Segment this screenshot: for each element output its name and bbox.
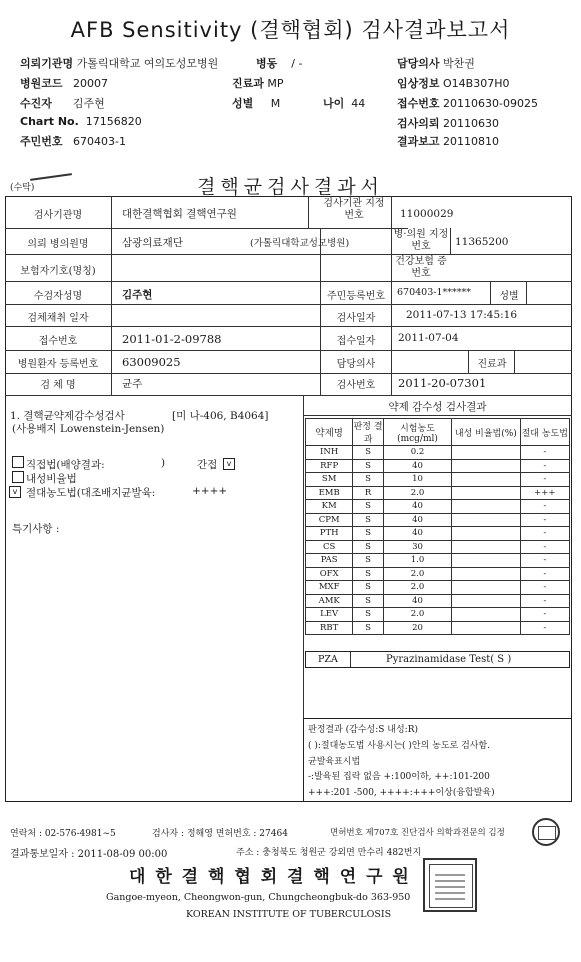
drug-ratio <box>452 500 520 514</box>
drug-name: LEV <box>306 608 353 622</box>
drug-conc: 2.0 <box>383 567 451 581</box>
direct-checkbox <box>12 456 24 468</box>
drug-result: S <box>353 554 384 568</box>
footer-notify-date: 결과통보일자 : 2011-08-09 00:00 <box>10 849 168 860</box>
patient-reg-label: 병원환자 등록번호 <box>17 359 99 370</box>
pza-value: Pyrazinamidase Test( S ) <box>386 654 512 665</box>
ratio-label: 내성비율법 <box>26 473 77 485</box>
result-title: 약제 감수성 검사결과 <box>388 401 487 413</box>
col-ratio: 내성 비율법(%) <box>452 419 520 446</box>
header-patient-name: 수진자 김주현 <box>20 97 105 110</box>
indirect-label: 간접 <box>197 459 218 471</box>
drug-row <box>306 446 570 460</box>
institute-korean: 대 한 결 핵 협 회 결 핵 연 구 원 <box>129 867 411 887</box>
drug-conc: 30 <box>383 540 451 554</box>
drug-name: CPM <box>306 513 353 527</box>
drug-conc: 1.0 <box>383 554 451 568</box>
drug-abs: - <box>520 446 569 460</box>
method-title: 1. 결핵균약제감수성검사 <box>10 410 125 422</box>
doctor-seal <box>532 818 560 846</box>
drug-row <box>306 540 570 554</box>
legend-box <box>303 718 572 802</box>
drug-result: S <box>353 540 384 554</box>
drug-ratio <box>452 513 520 527</box>
drug-ratio <box>452 567 520 581</box>
name-label: 수검자성명 <box>33 291 83 302</box>
drug-name: MXF <box>306 581 353 595</box>
name-value: 김주현 <box>122 289 153 301</box>
drug-result: S <box>353 621 384 635</box>
drug-result: S <box>353 513 384 527</box>
header-receipt-no: 접수번호 20110630-09025 <box>397 97 538 110</box>
drug-abs: - <box>520 608 569 622</box>
legend-line-3: 균발육표시법 <box>308 757 361 767</box>
drug-abs: - <box>520 567 569 581</box>
direct-close: ) <box>161 457 166 469</box>
hospital-value: 삼광의료재단 <box>122 237 183 249</box>
drug-ratio <box>452 554 520 568</box>
footer-examiner: 검사자 : 정해영 면허번호 : 27464 <box>152 829 288 839</box>
header-request-date: 검사의뢰 20110630 <box>397 117 500 130</box>
sex-label: 성별 <box>499 291 519 302</box>
remarks-label: 특기사항 : <box>12 523 60 535</box>
header-doctor: 담당의사 박찬권 <box>397 57 475 70</box>
institute-address: Gangoe-myeon, Cheongwon-gun, Chungcheongbuk-do 363-950 <box>106 892 411 903</box>
pza-row <box>305 651 570 668</box>
absolute-growth: ++++ <box>192 485 228 497</box>
legend-line-1: 판정결과 (감수성:S 내성:R) <box>308 725 418 735</box>
drug-result: S <box>353 581 384 595</box>
report-title: AFB Sensitivity (결핵협회) 검사결과보고서 <box>70 18 511 42</box>
receipt-date-value: 2011-07-04 <box>398 332 459 344</box>
drug-name: EMB <box>306 486 353 500</box>
patient-reg-value: 63009025 <box>122 355 181 369</box>
receipt-date-label: 접수일자 <box>336 336 376 347</box>
header-dept: 진료과 MP <box>232 77 284 90</box>
header-ward: 병동 / - <box>256 57 303 70</box>
health-no-label: 건강보험 증번호 <box>395 256 447 279</box>
drug-conc: 40 <box>383 513 451 527</box>
drug-row <box>306 581 570 595</box>
test-date-label: 검사일자 <box>336 313 376 324</box>
col-drug: 약제명 <box>306 419 353 446</box>
drug-row <box>306 554 570 568</box>
drug-name: PAS <box>306 554 353 568</box>
form-title: 결핵균검사결과서 <box>197 176 384 198</box>
lab-no-value: 11000029 <box>400 208 454 220</box>
header-rrn: 주민번호 670403-1 <box>20 135 126 148</box>
drug-name: SM <box>306 473 353 487</box>
drug-result: R <box>353 486 384 500</box>
drug-ratio <box>452 446 520 460</box>
drug-row <box>306 594 570 608</box>
direct-label: 직접법(배양결과: <box>26 459 105 471</box>
method-code: [미 나-406, B4064] <box>172 410 269 422</box>
drug-abs: - <box>520 594 569 608</box>
doctor-label: 담당의사 <box>336 359 376 370</box>
drug-ratio <box>452 473 520 487</box>
header-clinical-info: 임상정보 O14B307H0 <box>397 77 510 90</box>
footer-address: 주소 : 충청북도 청원군 강외면 만수리 482번지 <box>236 848 422 858</box>
drug-name: KM <box>306 500 353 514</box>
drug-row <box>306 567 570 581</box>
medium-label: (사용배지 Lowenstein-Jensen) <box>12 423 165 435</box>
drug-ratio <box>452 608 520 622</box>
test-date-value: 2011-07-13 17:45:16 <box>406 309 518 321</box>
drug-abs: - <box>520 527 569 541</box>
drug-row <box>306 486 570 500</box>
specimen-label: 검 체 명 <box>40 380 76 391</box>
drug-name: OFX <box>306 567 353 581</box>
drug-name: PTH <box>306 527 353 541</box>
drug-conc: 0.2 <box>383 446 451 460</box>
drug-name: CS <box>306 540 353 554</box>
drug-name: INH <box>306 446 353 460</box>
drug-ratio <box>452 540 520 554</box>
institute-english: KOREAN INSTITUTE OF TUBERCULOSIS <box>186 909 392 920</box>
drug-conc: 2.0 <box>383 608 451 622</box>
drug-name: RFP <box>306 459 353 473</box>
drug-abs: - <box>520 581 569 595</box>
rrn-value: 670403-1****** <box>397 287 472 298</box>
header-hospital-code: 병원코드 20007 <box>20 77 109 90</box>
drug-ratio <box>452 459 520 473</box>
drug-row <box>306 459 570 473</box>
col-absolute: 절대 농도법 <box>520 419 569 446</box>
drug-conc: 2.0 <box>383 581 451 595</box>
header-sex: 성별 M <box>232 97 281 110</box>
drug-abs: +++ <box>520 486 569 500</box>
drug-result: S <box>353 459 384 473</box>
header-hospital: 의뢰기관명 가톨릭대학교 여의도성모병원 <box>20 57 219 70</box>
drug-result: S <box>353 500 384 514</box>
drug-conc: 10 <box>383 473 451 487</box>
drug-result: S <box>353 608 384 622</box>
header-report-date: 결과보고 20110810 <box>397 135 500 148</box>
drug-conc: 40 <box>383 527 451 541</box>
drug-abs: - <box>520 621 569 635</box>
drug-row <box>306 527 570 541</box>
exam-no-value: 2011-20-07301 <box>398 376 487 390</box>
dept-label: 진료과 <box>477 359 507 370</box>
hospital-label: 의뢰 병의원명 <box>27 239 89 250</box>
lab-label: 검사기관명 <box>33 210 83 221</box>
absolute-checkbox: v <box>9 486 21 498</box>
drug-conc: 2.0 <box>383 486 451 500</box>
drug-ratio <box>452 527 520 541</box>
legend-line-4: -:발육된 집락 없음 +:100이하, ++:101-200 <box>308 772 490 782</box>
legend-line-5: +++:201 -500, ++++:+++이상(융합발육) <box>308 788 495 798</box>
drug-ratio <box>452 486 520 500</box>
ratio-checkbox <box>12 471 24 483</box>
drug-abs: - <box>520 500 569 514</box>
drug-conc: 40 <box>383 500 451 514</box>
drug-result: S <box>353 527 384 541</box>
insurer-label: 보험자기호(명칭) <box>20 266 96 277</box>
drug-row <box>306 473 570 487</box>
drug-conc: 40 <box>383 594 451 608</box>
header-age: 나이 44 <box>323 97 366 110</box>
lab-value: 대한결핵협회 결핵연구원 <box>122 208 237 220</box>
drug-row <box>306 608 570 622</box>
drug-ratio <box>452 581 520 595</box>
hospital-no-label: 병·의원 지정번호 <box>393 229 449 252</box>
drug-result: S <box>353 567 384 581</box>
drug-abs: - <box>520 473 569 487</box>
drug-table-header <box>306 419 570 446</box>
specimen-value: 균주 <box>122 378 143 390</box>
hospital-no-value: 11365200 <box>455 236 509 248</box>
drug-name: AMK <box>306 594 353 608</box>
drug-result: S <box>353 446 384 460</box>
drug-result: S <box>353 473 384 487</box>
receipt-no-label: 접수번호 <box>38 336 78 347</box>
consignment-note: (수탁) <box>10 183 35 193</box>
drug-row <box>306 621 570 635</box>
col-result: 판정 결과 <box>353 419 384 446</box>
drug-abs: - <box>520 513 569 527</box>
drug-conc: 40 <box>383 459 451 473</box>
drug-abs: - <box>520 459 569 473</box>
drug-conc: 20 <box>383 621 451 635</box>
indirect-checkbox: v <box>223 458 235 470</box>
receipt-no-value: 2011-01-2-09788 <box>122 332 222 346</box>
hospital-sub: (가톨릭대학교성모병원) <box>250 238 350 249</box>
drug-name: RBT <box>306 621 353 635</box>
rrn-label: 주민등록번호 <box>327 291 385 302</box>
absolute-label: 절대농도법(대조배지균발육: <box>26 487 156 499</box>
drug-result: S <box>353 594 384 608</box>
collect-date-label: 검체채취 일자 <box>27 313 89 324</box>
drug-ratio <box>452 594 520 608</box>
drug-abs: - <box>520 554 569 568</box>
exam-no-label: 검사번호 <box>336 380 376 391</box>
drug-table <box>305 418 570 635</box>
col-concentration: 시험농도 (mcg/ml) <box>383 419 451 446</box>
footer-license: 면허번호 제707호 진단검사 의학과전문의 김정 <box>330 828 505 838</box>
drug-abs: - <box>520 540 569 554</box>
drug-row <box>306 513 570 527</box>
header-chart-no: Chart No. 17156820 <box>20 115 142 128</box>
footer-phone: 연락처 : 02-576-4981~5 <box>10 829 116 839</box>
drug-row <box>306 500 570 514</box>
drug-ratio <box>452 621 520 635</box>
institute-seal <box>423 858 477 912</box>
legend-line-2: ( ):절대농도법 사용시는( )안의 농도로 검사함. <box>308 741 491 751</box>
lab-no-label: 검사기관 지정번호 <box>323 198 385 221</box>
pza-name: PZA <box>318 654 338 665</box>
